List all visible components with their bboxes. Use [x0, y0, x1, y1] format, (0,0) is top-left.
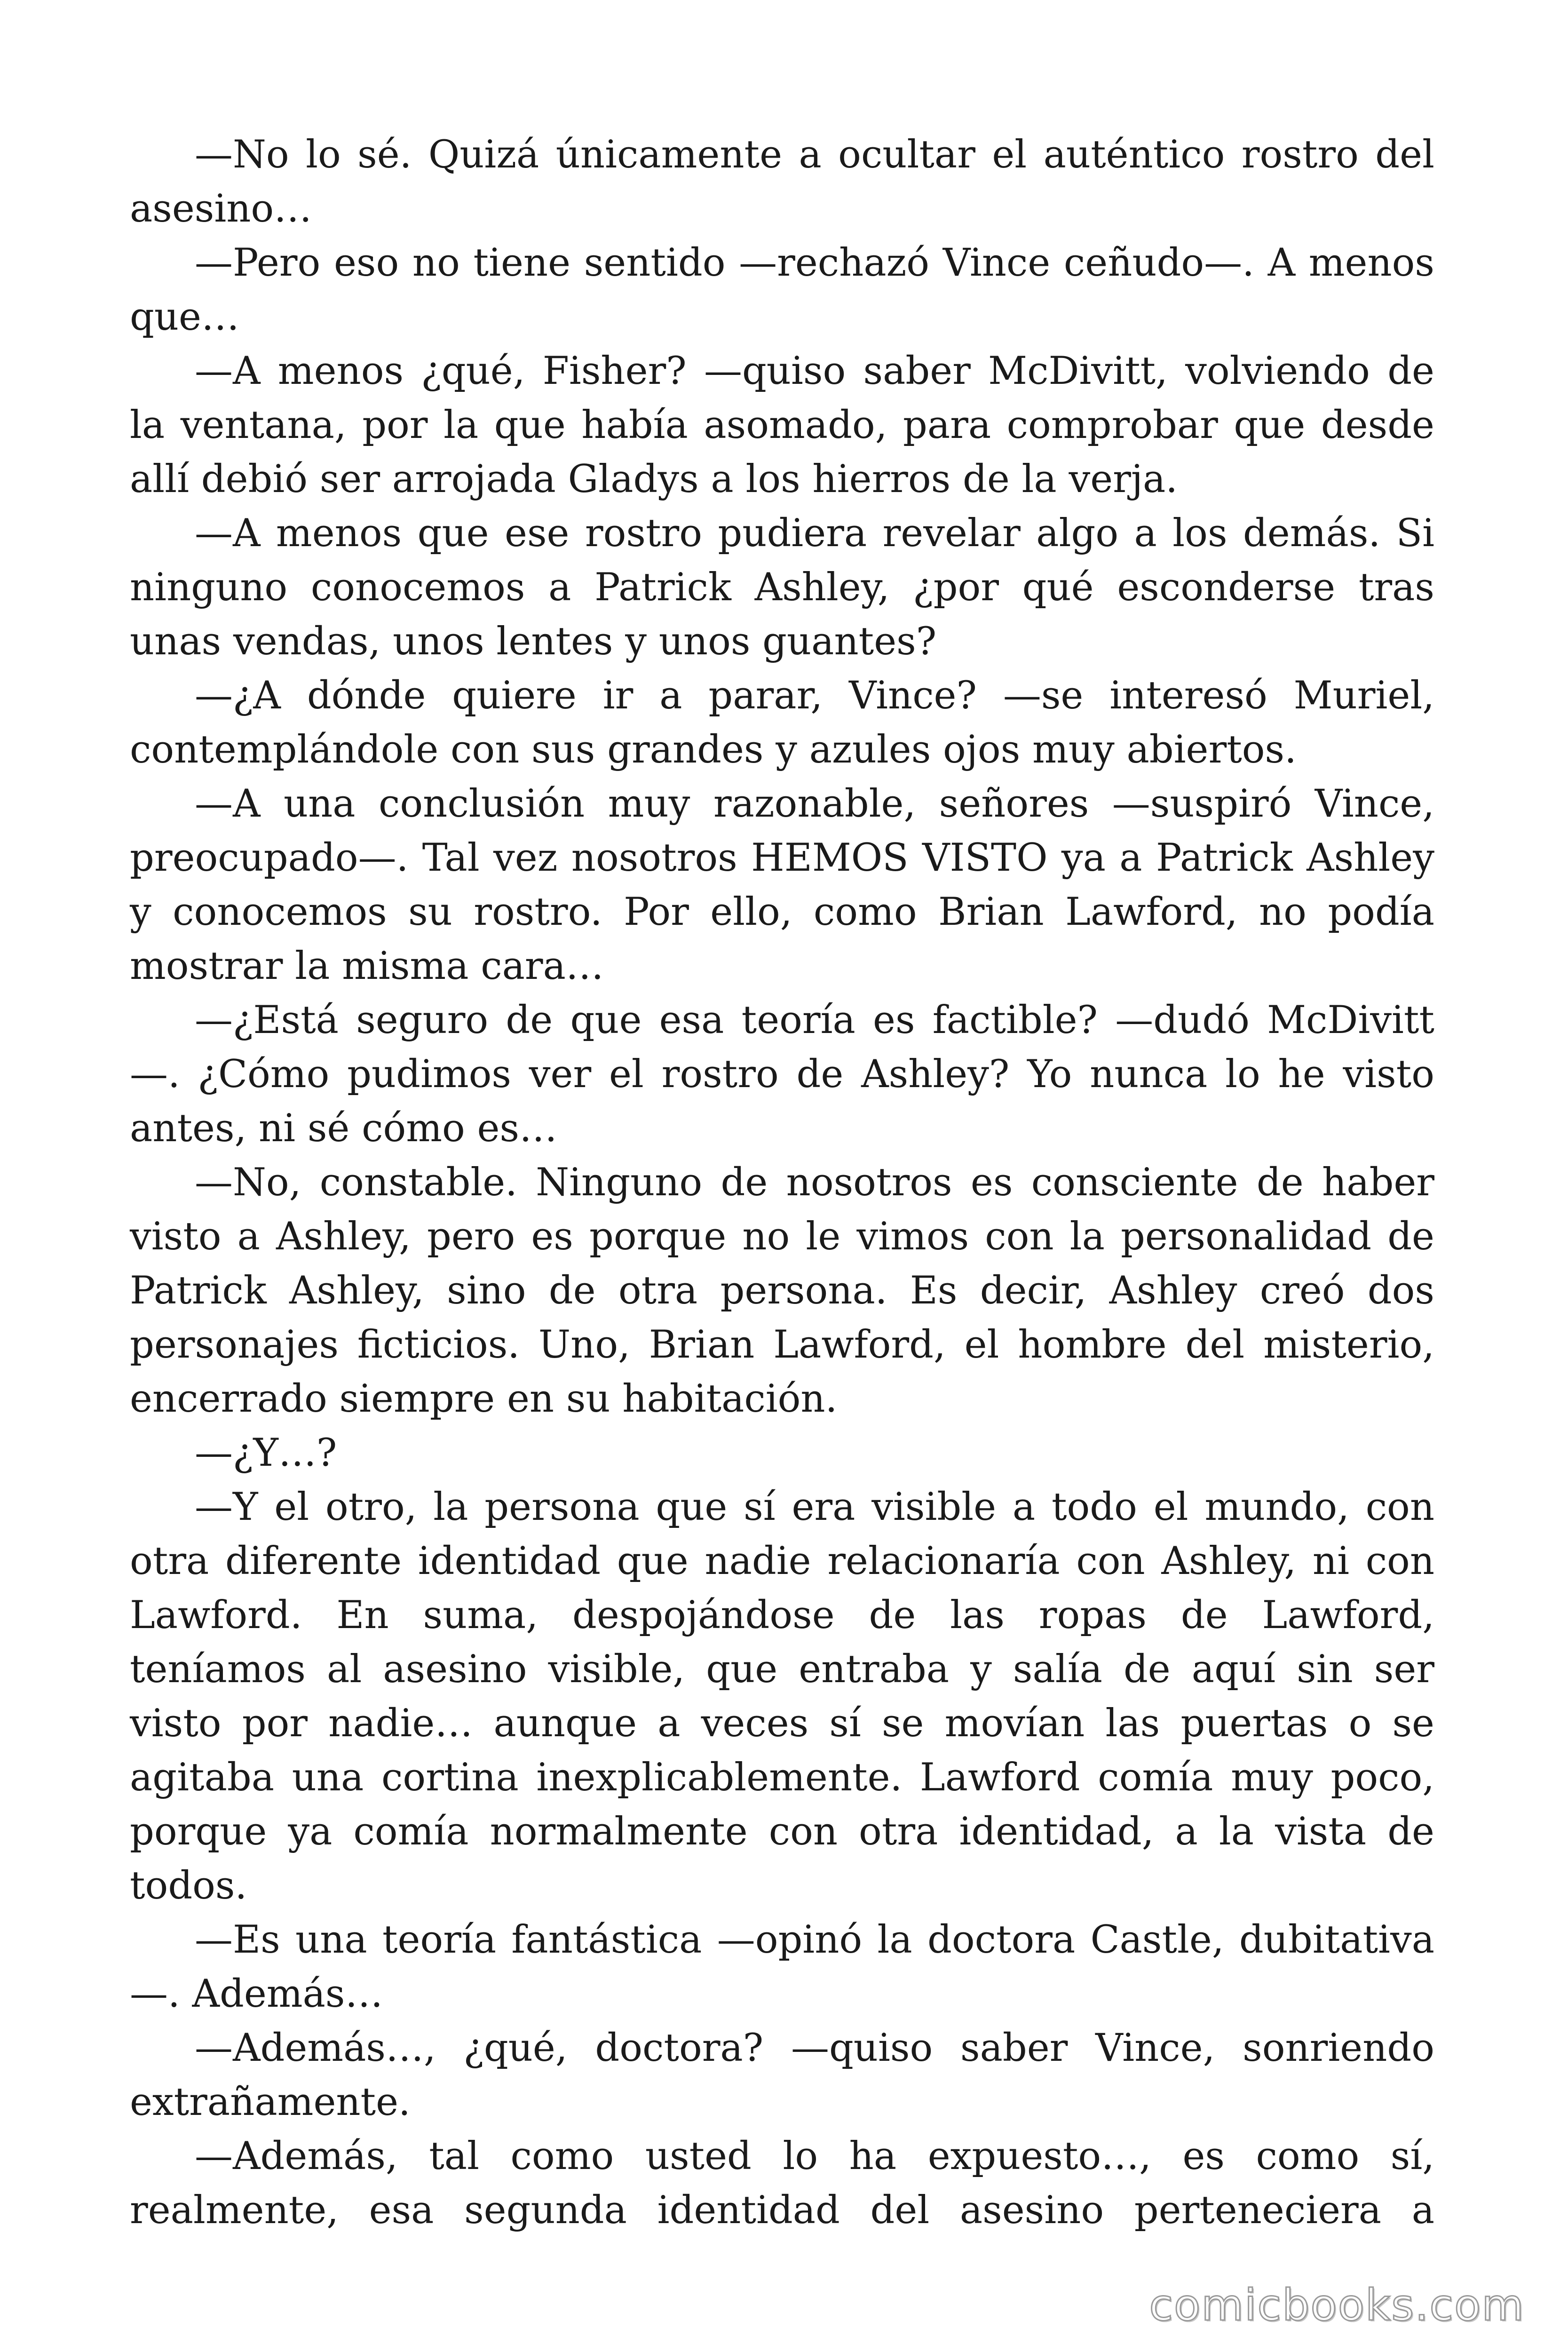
paragraph: —A menos que ese rostro pudiera revelar algo a los demás. Si ninguno conocemos a Patrick Ashley, ¿por qué esconderse tras unas vendas, unos lentes y unos guantes? [130, 511, 1434, 664]
paragraph: —¿Está seguro de que esa teoría es factible? —dudó McDivitt—. ¿Cómo pudimos ver el rostro de Ashley? Yo nunca lo he visto antes, ni sé cómo es… [130, 998, 1434, 1151]
paragraph: —Pero eso no tiene sentido —rechazó Vince ceñudo—. A menos que… [130, 241, 1434, 339]
paragraph: —Es una teoría fantástica —opinó la doctora Castle, dubitativa —. Además… [130, 1918, 1434, 2016]
page-body-text [130, 128, 1434, 2238]
paragraph: —No lo sé. Quizá únicamente a ocultar el auténtico rostro del asesino… [130, 133, 1434, 231]
paragraph: —¿A dónde quiere ir a parar, Vince? —se interesó Muriel, contemplándole con sus grandes y azules ojos muy abiertos. [130, 674, 1434, 772]
paragraph: —Además…, ¿qué, doctora? —quiso saber Vince, sonriendo extrañamente. [130, 2026, 1434, 2124]
paragraph: —A una conclusión muy razonable, señores —suspiró Vince, preocupado—. Tal vez nosotros HEMOS VISTO ya a Patrick Ashley y conocemos su rostro. Por ello, como Brian Lawford, no podía mostrar la misma cara… [130, 782, 1434, 988]
paragraph-continued: —Además, tal como usted lo ha expuesto…, es como sí, realmente, esa segunda identidad del asesino perteneciera a [130, 2134, 1434, 2233]
paragraph: —¿Y…? [195, 1431, 337, 1475]
paragraph: —A menos ¿qué, Fisher? —quiso saber McDivitt, volviendo de la ventana, por la que había asomado, para comprobar que desde allí debió ser arrojada Gladys a los hierros de la verja. [130, 349, 1434, 501]
paragraph: —No, constable. Ninguno de nosotros es consciente de haber visto a Ashley, pero es porque no le vimos con la personalidad de Patrick Ashley, sino de otra persona. Es decir, Ashley creó dos personajes ficticios. Uno, Brian Lawford, el hombre del misterio, encerrado siempre en su habitación. [130, 1160, 1434, 1421]
watermark-logo: comicbooks.com [1149, 2280, 1525, 2330]
paragraph: —Y el otro, la persona que sí era visible a todo el mundo, con otra diferente identidad que nadie relacionaría con Ashley, ni con Lawford. En suma, despojándose de las ropas de Lawford, teníamos al asesino visible, que entraba y salía de aquí sin ser visto por nadie… aunque a veces sí se movían las puertas o se agitaba una cortina inexplicablemente. Lawford comía muy poco, porque ya comía normalmente con otra identidad, a la vista de todos. [130, 1485, 1434, 1908]
